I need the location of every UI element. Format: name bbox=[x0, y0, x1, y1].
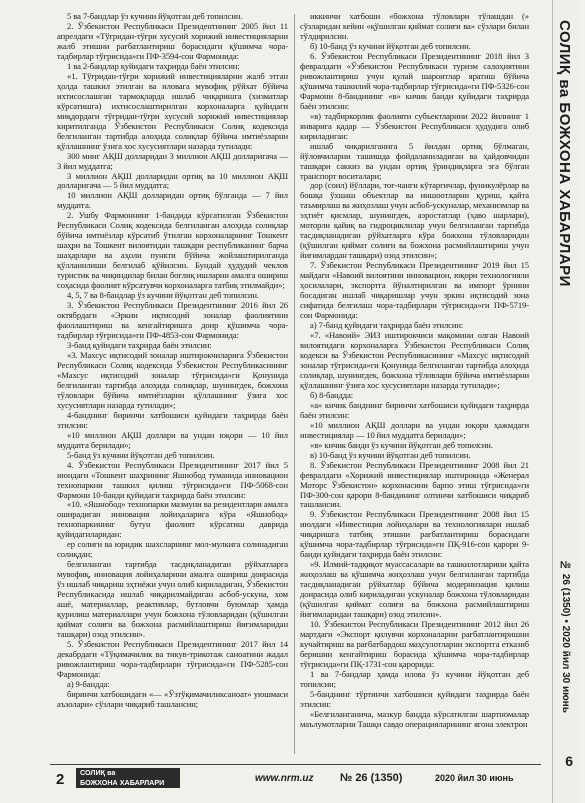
paragraph: 1 ва 2-бандлар қуйидаги таҳрирда баён этилсин: bbox=[67, 60, 240, 71]
paragraph: «10. «Яшнобод» технопарки мазмуни ва резидентлари амалга оширадиган инновация лойиҳаларига кўра «Яшнобод» технопаркининг бутун фаолият кўрсатиш даврида қуйидагиларидан: bbox=[57, 499, 288, 540]
paragraph: «10 миллион АҚШ доллари ва ундан юқори — 10 йил муддатга берилади»; bbox=[57, 429, 288, 450]
paragraph: 4. Ўзбекистон Республикаси Президентининг 2017 йил 5 июндаги «Тошкент шаҳрининг Яшнобод туманида инновацион технопаркни ташкил қилиш тўғрисида»ги ПФ-5068-сон Фармони 10-банди қуйидаги таҳрирда баён этилсин: bbox=[57, 459, 288, 500]
footer-logo bbox=[76, 768, 180, 788]
paragraph: «Белгиланганича, мазкур бандда кўрсатилган шартномалар маълумотларни Ташқи савдо операцияларининг ягона электрон bbox=[300, 708, 529, 729]
paragraph: 300 минг АҚШ долларидан 3 миллион АҚШ долларигача — 3 йил муддатга; bbox=[57, 150, 288, 171]
side-issue-date: № 26 (1350) • 2020 йил 30 июнь bbox=[560, 560, 571, 713]
paragraph: «1. Тўғридан-тўғри хорижий инвестицияларни жалб этган ҳолда ташкил этилган ва иловага мувофиқ рўйхат бўйича ихтисослашган тармоқларда ишлаб чиқаришга (хизматлар кўрсатишга) ихтисослаштирилган корхоналарга қуйидаги миқдордаги тўғридан-тўғри хусусий хорижий инвестициялар киритилганда Ўзбекистон Республикаси Солиқ кодексида белгиланган тартибда алоҳида солиқлар бўйича имтиёзларни қўллашнинг ўзига хос хусусиятлари назарда тутилади: bbox=[57, 70, 288, 151]
footer-url[interactable]: www.nrm.uz bbox=[255, 773, 314, 784]
side-page-number: 6 bbox=[565, 753, 573, 769]
paragraph: 7. Ўзбекистон Республикаси Президентининг 2019 йил 15 майдаги «Навоий вилоятини инновацион, юқори технологияли ҳосилалари, экспортга йўналтирилган ва импорт ўрнини босадиган ишлаб чиқаришлар учун эркин иқтисодий зона сифатида белгилаш чора-тадбирлари тўғрисида»ги ПФ-5719-сон Фармонида: bbox=[300, 260, 529, 321]
footer-date: 2020 йил 30 июнь bbox=[435, 773, 514, 783]
paragraph: 3 миллион АҚШ долларидан ортиқ ва 10 миллион АҚШ долларигача — 5 йил муддатга; bbox=[57, 170, 288, 191]
left-column bbox=[57, 12, 288, 755]
page-footer bbox=[50, 764, 541, 793]
paragraph: 10. Ўзбекистон Республикаси Президентининг 2012 йил 26 мартдаги «Экспорт қилувчи корхоналарни рағбатлантиришни кучайтириш ва рағбатбардош маҳсулотларни экспортга етказиб беришни кенгайтириш борасида қўшимча чора-тадбирлар тўғрисида»ги ПҚ-1731-сон қарорида: bbox=[300, 619, 529, 669]
paragraph: 2. Ушбу Фармоннинг 1-бандида кўрсатилган Ўзбекистон Республикаси Солиқ кодексида белгиланган алоҳида солиқлар бўйича имтиёзлар кўрсатиб ўтилган корхоналарнинг Тошкент шаҳри ва Тошкент вилоятидан ташқари республиканинг барча шаҳарлари ва аҳоли пункти бўйича жойлаштирилганда қўлланилиши белгилаб қўйилсин. Бундай ҳудудий чеклов туристик ва чиқиндилар билан боғлиқ ишларни амалга ошириш соҳасида фаолият кўрсатувчи корхоналарга татбиқ этилмайди»; bbox=[57, 210, 288, 291]
paragraph: белгиланган тартибда тасдиқланадиган рўйхатларга мувофиқ, инновация лойиҳаларини амалга ошириш доирасида ўз ишлаб чиқариш эҳтиёжи учун олиб кириладиган, Ўзбекистон Республикасида ишлаб чиқарилмайдиган асбоб-ускуна, хом ашё, материаллар, реактивлар, бутловчи буюмлар ҳамда қурилиш материаллари учун божхона тўловларидан (қўшилган қиймат солиғи ва божхона расмийлаштириш йиғимларидан ташқари) озод этилсин». bbox=[57, 559, 288, 640]
column-divider bbox=[294, 14, 295, 754]
paragraph: 10 миллион АҚШ долларидан ортиқ бўлганда — 7 йил муддатга. bbox=[57, 190, 288, 211]
paragraph: а) 9-бандда: bbox=[67, 678, 110, 689]
paragraph: «а» кичик банднинг биринчи хатбошиси қуйидаги таҳрирда баён этилсин: bbox=[300, 399, 529, 420]
paragraph: 5-банд ўз кучини йўқотган деб топилсин. bbox=[67, 449, 215, 460]
footer-logo-line1: СОЛИҚ ва bbox=[80, 768, 116, 777]
paragraph: 9. Ўзбекистон Республикаси Президентининг 2008 йил 15 июлдаги «Инвестиция лойиҳалари ва технологиялари ишлаб чиқаришга татбиқ этишни рағбатлантириш борасидаги қўшимча чора-тадбирлар тўғрисида»ги ПҚ-916-сон қарори 9-банди қуйидаги таҳрирда баён этилсин: bbox=[300, 509, 529, 560]
paragraph: 3. Ўзбекистон Республикаси Президентининг 2016 йил 26 октябрдаги «Эркин иқтисодий зоналар фаолиятини фаоллаштириш ва кенгайтиришга доир қўшимча чора-тадбирлар тўғрисида»ги ПФ-4853-сон Фармонида: bbox=[57, 300, 288, 340]
paragraph: «в» кичик банди ўз кучини йўқотган деб топилсин. bbox=[310, 439, 493, 450]
paragraph: 1 ва 7-бандлар ҳамда илова ўз кучини йўқотган деб топилсин; bbox=[300, 668, 529, 689]
paragraph: 5 ва 7-бандлар ўз кучини йўқотган деб топилсин. bbox=[67, 12, 243, 21]
paragraph: иккинчи хатбоши «божхона тўловлари тўлашдан (» сўзларидан кейин «қўшилган қиймат солиғи ва» сўзлари билан тўлдирилсин. bbox=[300, 12, 529, 41]
paragraph: биринчи хатбошидаги «— «Ўзтўқимачиликсаноат» уюшмаси аъзолари» сўзлари чиқариб ташлансин; bbox=[57, 688, 288, 709]
paragraph: дор (соил) йўллари, тоғ-чанги кўтаргичлар, фуникулёрлар ва бошқа ўхшаш объектлар ва иншоотларни қуриш, қайта таъмирлаш ва жиҳозлаш учун асбоб-ускуналар, механизмлар ва эҳтиёт қисмлар, шунингдек, аэростатлар (ҳаво шарлари), моторли қайиқ ва гидроциклилар учун белгиланган тартибда тасдиқланадиган рўйхатларга кўра божхона тўловларидан (қўшилган қиймат солиғи ва божхона расмийлаштириш учун йиғимлардан ташқари) озод этилсин»; bbox=[300, 180, 529, 261]
paragraph: 4-банднинг биринчи хатбошиси қуйидаги таҳрирда баён этилсин: bbox=[57, 409, 288, 430]
paragraph: ишлаб чиқарилганига 5 йилдан ортиқ бўлмаган, йўловчиларни ташишда фойдаланиладиган ва ҳайдовчидан ташқари саккиз ва ундан ортиқ ўриндиқларга эга бўлган транспорт воситалари; bbox=[300, 140, 529, 181]
paragraph: «10 миллион АҚШ доллари ва ундан юқори ҳажмдаги инвестициялар — 10 йил муддатга берилади»; bbox=[300, 419, 529, 440]
paragraph: 4, 5, 7 ва 8-бандлар ўз кучини йўқотган деб топилсин. bbox=[67, 290, 259, 301]
paragraph: б) 10-банд ўз кучини йўқотган деб топилсин. bbox=[310, 40, 471, 51]
paragraph: «9. Илмий-тадқиқот муассасалари ва ташкилотларини қайта жиҳозлаш ва қўшимча жиҳозлаш учун белгиланган тартибда тасдиқланадиган рўйхатлар бўйича модернизация қилиш доирасида олиб кириладиган ускуналар божхона тўловларидан (қўшилган қиймат солиғи ва божхона расмийлаштириш йиғимларидан ташқари) озод этилсин». bbox=[300, 559, 529, 620]
paragraph: 5-банднинг тўртинчи хатбошиси қуйидаги таҳрирда баён этилсин: bbox=[300, 688, 529, 709]
paragraph: а) 7-банд қуйидаги таҳрирда баён этилсин: bbox=[310, 320, 464, 331]
paragraph: 3-банд қуйидаги таҳрирда баён этилсин: bbox=[67, 339, 212, 350]
paragraph: 2. Ўзбекистон Республикаси Президентининг 2005 йил 11 апрелдаги «Тўғридан-тўғри хусусий хорижий инвестицияларни жалб этишни рағбатлантириш борасидаги қўшимча чора-тадбирлар тўғрисида»ги ПФ-3594-сон Фармонида: bbox=[57, 20, 288, 61]
footer-issue: № 26 (1350) bbox=[340, 772, 403, 784]
footer-logo-line2: БОЖХОНА ХАБАРЛАРИ bbox=[80, 778, 165, 787]
paragraph: ер солиғи ва юридик шахсларнинг мол-мулкига солинадиган солиқдан; bbox=[57, 539, 288, 560]
side-logo: СОЛИҚ ва БОЖХОНА ХАБАРЛАРИ bbox=[556, 20, 573, 287]
footer-page-number: 2 bbox=[56, 771, 65, 788]
paragraph: 5. Ўзбекистон Республикаси Президентининг 2017 йил 14 декабрдаги «Тўқимачилик ва тикув-трикотаж саноатини жадал ривожлантириш чора-тадбирлари тўғрисида»ги ПФ-5285-сон Фармонида: bbox=[57, 639, 288, 679]
paragraph: б) 8-бандда: bbox=[310, 389, 354, 400]
paragraph: в) 10-банд ўз кучини йўқотган деб топилсин. bbox=[310, 449, 471, 460]
paragraph: «7. «Навоий» ЭИЗ иштирокчиси мақомини олган Навоий вилоятидаги корхоналарга Ўзбекистон Республикаси Солиқ кодекси ва Ўзбекистон Республикасининг «Махсус иқтисодий зоналар тўғрисида»ги Қонунида белгиланган тартибда алоҳида солиқлар, шунингдек, божхона тўловлари бўйича имтиёзларни қўллашнинг ўзига хос хусусиятлари назарда тутилади»; bbox=[300, 330, 529, 390]
paragraph: 6. Ўзбекистон Республикаси Президентининг 2018 йил 3 февралдаги «Ўзбекистон Республикаси туризм салоҳиятини ривожлантириш учун қулай шароитлар яратиш бўйича қўшимча ташкилий чора-тадбирлар тўғрисида»ги ПФ-5326-сон Фармони 8-бандининг «в» кичик банди қуйидаги таҳрирда баён этилсин: bbox=[300, 50, 529, 111]
paragraph: «в) тадбиркорлик фаолияти субъектларини 2022 йилнинг 1 январига қадар — Ўзбекистон Республикаси ҳудудига олиб кириладиган: bbox=[300, 110, 529, 141]
paragraph: «3. Махсус иқтисодий зоналар иштирокчиларига Ўзбекистон Республикаси Солиқ кодексида Ўзбекистон Республикасининг «Махсус иқтисодий зоналар тўғрисида»ги Қонунида белгиланган тартибда алоҳида солиқлар, шунингдек, божхона тўловлари бўйича имтиёзларни қўллашнинг ўзига хос хусусиятлари назарда тутилади»; bbox=[57, 349, 288, 410]
paragraph: 8. Ўзбекистон Республикаси Президентининг 2008 йил 21 февралдаги «Хорижий инвестициялар иштирокида «Женерал Моторс Ўзбекистон» корхонасини барпо этиш тўғрисида»ги ПФ-300-сон қарори 8-бандининг олтинчи хатбошиси чиқариб ташлансин. bbox=[300, 459, 529, 510]
right-column bbox=[300, 12, 529, 755]
side-edge bbox=[547, 0, 579, 803]
